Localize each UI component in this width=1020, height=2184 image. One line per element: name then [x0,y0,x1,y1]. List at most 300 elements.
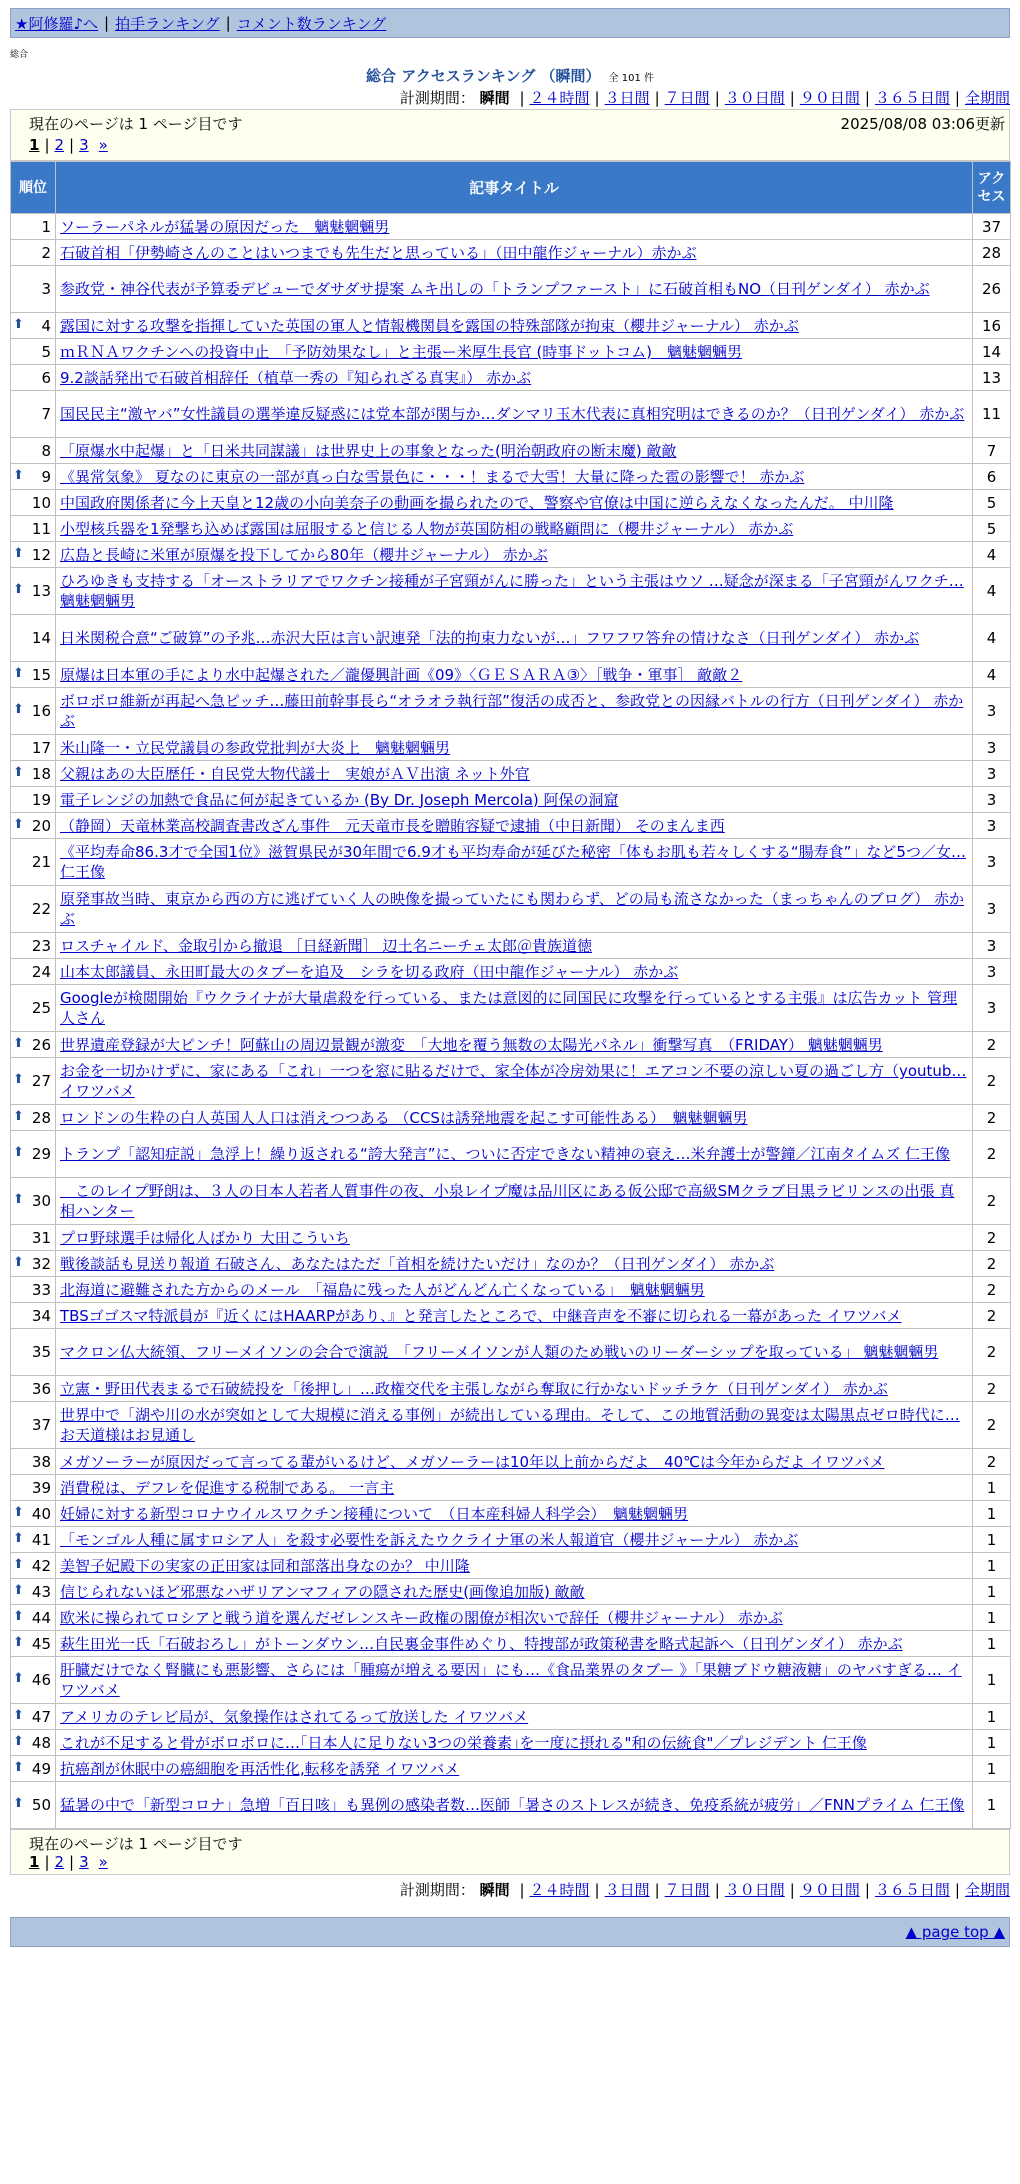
rank-cell [11,1058,56,1105]
rank-number: 43 [31,1582,51,1601]
access-count: 3 [973,787,1011,813]
title-cell [56,1631,973,1657]
table-row [11,1501,1011,1527]
article-title-link[interactable]: このレイプ野朗は、３人の日本人若者人質事件の夜、小泉レイプ魔は品川区にある仮公邸で高級SMクラブ目黒ラビリンスの出張 真相ハンター [60,1182,955,1220]
rank-number: 9 [41,467,51,486]
up-arrow-icon: ⬆ [13,545,24,561]
table-row [11,761,1011,787]
title-cell [56,1605,973,1631]
period-separator: | [789,89,795,107]
up-arrow-icon: ⬆ [13,665,24,681]
rank-cell [11,490,56,516]
rank-cell [11,1449,56,1475]
up-arrow-icon: ⬆ [13,1671,24,1686]
page-title [10,65,1010,87]
access-count: 3 [973,735,1011,761]
rank-cell [11,1553,56,1579]
access-count: 1 [973,1730,1011,1756]
table-row [11,1105,1011,1131]
rank-cell [11,1105,56,1131]
access-count: 2 [973,1277,1011,1303]
access-count: 1 [973,1605,1011,1631]
article-title-link[interactable]: 《平均寿命86.3才で全国1位》滋賀県民が30年間で6.9才も平均寿命が延びた秘密「体もお肌も若々しくする“腸寿食”」など5つ／女… 仁王像 [60,843,966,881]
rank-number: 25 [31,999,51,1017]
ranking-page [10,8,1010,1947]
table-row [11,688,1011,735]
article-title-link[interactable]: 石破首相「伊勢崎さんのことはいつまでも先生だと思っている」（田中龍作ジャーナル）赤かぶ [60,243,697,262]
nav-separator: | [104,14,110,32]
rank-cell [11,365,56,391]
rank-number: 31 [31,1228,51,1247]
period-link-5[interactable]: ３６５日間 [874,1881,950,1899]
article-title-link[interactable]: 露国に対する攻撃を指揮していた英国の軍人と情報機関員を露国の特殊部隊が拘束（櫻井ジャーナル） 赤かぶ [60,316,799,335]
period-label: 計測期間： [399,1881,475,1899]
rank-cell [11,886,56,933]
table-row [11,1251,1011,1277]
title-cell [56,813,973,839]
period-link-2[interactable]: ７日間 [664,89,710,107]
rank-cell [11,688,56,735]
up-arrow-icon: ⬆ [13,582,24,597]
up-arrow-icon: ⬆ [13,1072,24,1087]
title-cell [56,214,973,240]
access-count: 2 [973,1058,1011,1105]
rank-cell [11,339,56,365]
up-arrow-icon: ⬆ [13,1733,24,1749]
page-top-link[interactable]: ▲ page top ▲ [905,1923,1005,1941]
rank-number: 22 [31,900,51,918]
up-arrow-icon: ⬆ [13,1582,24,1598]
table-row [11,313,1011,339]
article-title-link[interactable]: 肝臓だけでなく腎臓にも悪影響、さらには「腫瘍が増える要因」にも…《食品業界のタブー 》「果糖ブドウ糖液糖」のヤバすぎる… イワツバメ [60,1661,962,1699]
period-selector-bottom [10,1879,1010,1901]
period-label: 計測期間： [399,89,475,107]
access-count: 1 [973,1527,1011,1553]
rank-number: 49 [31,1759,51,1778]
table-row [11,542,1011,568]
up-arrow-icon: ⬆ [13,1504,24,1520]
table-row [11,214,1011,240]
table-row [11,365,1011,391]
pager-link-0[interactable]: 2 [54,1853,65,1871]
rank-number: 5 [41,342,51,361]
table-row [11,1527,1011,1553]
article-title-link[interactable]: 立憲・野田代表まるで石破続投を「後押し」…政権交代を主張しながら奪取に行かないドッチラケ（日刊ゲンダイ） 赤かぶ [60,1379,888,1398]
title-cell [56,1225,973,1251]
period-link-0[interactable]: ２４時間 [529,89,590,107]
rank-cell [11,214,56,240]
table-row [11,1131,1011,1178]
article-title-link[interactable]: アメリカのテレビ局が、気象操作はされてるって放送した イワツバメ [60,1707,529,1726]
rank-number: 21 [31,853,51,871]
article-title-link[interactable]: 電子レンジの加熱で食品に何が起きているか (By Dr. Joseph Mercola) 阿保の洞窟 [60,790,619,809]
access-count: 13 [973,365,1011,391]
article-title-link[interactable]: プロ野球選手は帰化人ばかり 大田こういち [60,1228,350,1247]
table-row [11,1402,1011,1449]
article-title-link[interactable]: 欧米に操られてロシアと戦う道を選んだゼレンスキー政権の閣僚が相次いで辞任（櫻井ジャーナル） 赤かぶ [60,1608,783,1627]
access-count: 1 [973,1631,1011,1657]
access-count: 6 [973,464,1011,490]
table-row [11,339,1011,365]
access-count: 5 [973,490,1011,516]
article-title-link[interactable]: ロンドンの生粋の白人英国人人口は消えつつある （CCSは誘発地震を起こす可能性ある） 魑魅魍魎男 [60,1108,748,1127]
up-arrow-icon: ⬆ [13,1707,24,1723]
title-cell [56,438,973,464]
article-title-link[interactable]: 抗癌剤が休眠中の癌細胞を再活性化,転移を誘発 イワツバメ [60,1759,460,1778]
title-cell [56,266,973,313]
article-title-link[interactable]: 世界遺産登録が大ピンチ！阿蘇山の周辺景観が激変 「大地を覆う無数の太陽光パネル」衝撃写真 （FRIDAY） 魑魅魍魎男 [60,1035,883,1054]
article-title-link[interactable]: 小型核兵器を1発撃ち込めば露国は屈服すると信じる人物が英国防相の戦略顧問に（櫻井ジャーナル） 赤かぶ [60,519,794,538]
rank-number: 42 [31,1556,51,1575]
access-count: 1 [973,1782,1011,1829]
table-row [11,787,1011,813]
rank-number: 10 [31,493,51,512]
title-cell [56,735,973,761]
article-title-link[interactable]: お金を一切かけずに、家にある「これ」一つを窓に貼るだけで、家全体が冷房効果に！エアコン不要の涼しい夏の過ごし方（youtub… イワツバメ [60,1062,967,1100]
table-row [11,464,1011,490]
title-cell [56,761,973,787]
access-count: 3 [973,985,1011,1032]
access-count: 1 [973,1475,1011,1501]
access-count: 3 [973,813,1011,839]
title-cell [56,1553,973,1579]
article-title-link[interactable]: 戦後談話も見送り報道 石破さん、あなたはただ「首相を続けたいだけ」なのか？（日刊ゲンダイ） 赤かぶ [60,1254,775,1273]
rank-number: 4 [41,316,51,335]
rank-cell [11,1225,56,1251]
access-count: 3 [973,933,1011,959]
access-count: 14 [973,339,1011,365]
rank-number: 30 [31,1192,51,1210]
rank-cell [11,1178,56,1225]
up-arrow-icon: ⬆ [13,467,24,483]
rank-number: 2 [41,243,51,262]
period-separator: | [594,89,600,107]
pager-link-1[interactable]: 3 [79,1853,89,1871]
rank-cell [11,1402,56,1449]
table-row [11,1631,1011,1657]
table-row [11,438,1011,464]
period-link-2[interactable]: ７日間 [664,1881,710,1899]
footer-bar [10,1917,1010,1947]
access-count: 3 [973,688,1011,735]
article-title-link[interactable]: 「原爆水中起爆」と「日米共同謀議」は世界史上の事象となった(明治朝政府の断末魔) 敵敵 [60,441,677,460]
header-rank: 順位 [11,162,56,214]
pager-link-2[interactable]: » [98,1853,108,1871]
rank-cell [11,1277,56,1303]
up-arrow-icon: ⬆ [13,764,24,780]
access-count: 4 [973,568,1011,615]
period-separator: | [594,1881,600,1899]
up-arrow-icon: ⬆ [13,1108,24,1124]
rank-cell [11,662,56,688]
rank-number: 24 [31,962,51,981]
article-title-link[interactable]: ソーラーパネルが猛暑の原因だった 魑魅魍魎男 [60,217,390,236]
article-title-link[interactable]: 山本太郎議員、永田町最大のタブーを追及 シラを切る政府（田中龍作ジャーナル） 赤かぶ [60,962,679,981]
ranking-table-body [11,214,1011,1829]
article-title-link[interactable]: トランプ「認知症説」急浮上！繰り返される“誇大発言”に、ついに否定できない精神の衰え…米弁護士が警鐘／江南タイムズ 仁王像 [60,1145,951,1163]
period-link-6[interactable]: 全期間 [964,89,1010,107]
rank-cell [11,615,56,662]
rank-number: 33 [31,1280,51,1299]
title-cell [56,1277,973,1303]
title-cell [56,959,973,985]
period-link-1[interactable]: ３日間 [604,89,650,107]
pager-current: 1 [29,136,40,154]
article-title-link[interactable]: Googleが検閲開始『ウクライナが大量虐殺を行っている、または意図的に同国民に攻撃を行っているとする主張』は広告カット 管理人さん [60,989,958,1027]
rank-number: 50 [31,1796,51,1814]
up-arrow-icon: ⬆ [13,816,24,832]
article-title-link[interactable]: （静岡）天竜林業高校調査書改ざん事件 元天竜市長を贈賄容疑で逮捕（中日新聞） そのまんま西 [60,816,725,835]
article-title-link[interactable]: 妊婦に対する新型コロナウイルスワクチン接種について （日本産科婦人科学会） 魑魅魍魎男 [60,1504,689,1523]
up-arrow-icon: ⬆ [13,1254,24,1270]
pager-link-2[interactable]: » [98,136,108,154]
rank-number: 11 [31,519,51,538]
title-cell [56,886,973,933]
article-title-link[interactable]: ひろゆきも支持する「オーストラリアでワクチン接種が子宮頸がんに勝った」という主張はウソ …疑念が深まる「子宮頸がんワクチ… 魑魅魍魎男 [60,572,964,610]
access-count: 3 [973,886,1011,933]
page-info-bottom [10,1829,1010,1875]
up-arrow-icon: ⬆ [13,1608,24,1624]
access-count: 2 [973,1131,1011,1178]
article-title-link[interactable]: 国民民主“激ヤバ”女性議員の選挙違反疑惑には党本部が関与か…ダンマリ玉木代表に真相究明はできるのか？（日刊ゲンダイ） 赤かぶ [60,405,965,423]
title-cell [56,1704,973,1730]
rank-number: 20 [31,816,51,835]
up-arrow-icon: ⬆ [13,1530,24,1546]
article-title-link[interactable]: 米山隆一・立民党議員の参政党批判が大炎上 魑魅魍魎男 [60,738,451,757]
pager-separator: | [69,136,75,154]
article-title-link[interactable]: 原爆は日本軍の手により水中起爆された／瀧優興計画《09》〈ＧＥＳＡＲＡ③〉［戦争・軍事］ 敵敵２ [60,665,743,684]
table-row [11,1553,1011,1579]
rank-cell [11,1782,56,1829]
article-title-link[interactable]: 9.2談話発出で石破首相辞任（植草一秀の『知られざる真実』） 赤かぶ [60,368,532,387]
title-cell [56,839,973,886]
period-separator: | [654,89,660,107]
rank-cell [11,1631,56,1657]
rank-number: 1 [41,217,51,236]
rank-number: 48 [31,1733,51,1752]
access-count: 37 [973,214,1011,240]
period-link-3[interactable]: ３０日間 [724,89,785,107]
table-row [11,662,1011,688]
rank-number: 41 [31,1530,51,1549]
title-cell [56,662,973,688]
access-count: 1 [973,1657,1011,1704]
updated-timestamp: 2025/08/08 03:06更新 [840,115,1005,133]
rank-number: 8 [41,441,51,460]
current-page-text-bottom: 現在のページは 1 ページ目です [29,1835,243,1853]
period-link-0[interactable]: ２４時間 [529,1881,590,1899]
rank-number: 47 [31,1707,51,1726]
table-row [11,1605,1011,1631]
table-row [11,813,1011,839]
period-link-5[interactable]: ３６５日間 [874,89,950,107]
rank-number: 28 [31,1108,51,1127]
article-title-link[interactable]: 猛暑の中で「新型コロナ」急増「百日咳」も異例の感染者数…医師「暑さのストレスが続き、免疫系統が疲労」／FNNプライム 仁王像 [60,1796,965,1814]
article-title-link[interactable]: 北海道に避難された方からのメール 「福島に残った人がどんどん亡くなっている」 魑魅魍魎男 [60,1280,705,1299]
article-title-link[interactable]: ロスチャイルド、金取引から撤退 ［日経新聞］ 辺土名ニーチェ太郎＠貴族道徳 [60,936,592,955]
title-cell [56,1329,973,1376]
rank-number: 34 [31,1306,51,1325]
page-title-text: 総合 アクセスランキング （瞬間） [366,67,601,85]
rank-cell [11,1605,56,1631]
pager-link-1[interactable]: 3 [79,136,89,154]
rank-cell [11,1303,56,1329]
up-arrow-icon: ⬆ [13,1145,24,1160]
article-title-link[interactable]: ボロボロ維新が再起へ急ピッチ…藤田前幹事長ら“オラオラ執行部”復活の成否と、参政党との因縁バトルの行方（日刊ゲンダイ） 赤かぶ [60,692,964,730]
article-title-link[interactable]: 広島と長崎に米軍が原爆を投下してから80年（櫻井ジャーナル） 赤かぶ [60,545,548,564]
period-link-1[interactable]: ３日間 [604,1881,650,1899]
pager-separator: | [44,1853,50,1871]
access-count: 1 [973,1756,1011,1782]
header-title: 記事タイトル [56,162,973,214]
table-row [11,1782,1011,1829]
table-row [11,266,1011,313]
table-row [11,933,1011,959]
rank-cell [11,933,56,959]
rank-cell [11,516,56,542]
title-cell [56,1501,973,1527]
article-title-link[interactable]: 「モンゴル人種に属すロシア人」を殺す必要性を訴えたウクライナ軍の米人報道官（櫻井ジャーナル） 赤かぶ [60,1530,799,1549]
rank-cell [11,240,56,266]
table-row [11,490,1011,516]
ranking-table [10,161,1011,1829]
article-title-link[interactable]: メガソーラーが原因だって言ってる輩がいるけど、メガソーラーは10年以上前からだよ 40℃は今年からだよ イワツバメ [60,1452,885,1471]
period-selector-top [10,87,1010,109]
up-arrow-icon: ⬆ [13,1634,24,1650]
rank-cell [11,1657,56,1704]
period-link-4[interactable]: ９０日間 [799,1881,860,1899]
top-nav-bar [10,8,1010,38]
period-separator: | [954,89,960,107]
rank-number: 23 [31,936,51,955]
period-link-3[interactable]: ３０日間 [724,1881,785,1899]
title-cell [56,313,973,339]
nav-link-asyura[interactable]: ★阿修羅♪へ [15,14,99,33]
rank-number: 39 [31,1478,51,1497]
rank-cell [11,813,56,839]
title-cell [56,1579,973,1605]
table-row [11,839,1011,886]
pager-current: 1 [29,1853,40,1871]
rank-cell [11,1131,56,1178]
rank-number: 12 [31,545,51,564]
rank-cell [11,787,56,813]
title-cell [56,688,973,735]
article-title-link[interactable]: マクロン仏大統領、フリーメイソンの会合で演説 「フリーメイソンが人類のため戦いのリーダーシップを取っている」 魑魅魍魎男 [60,1343,939,1361]
pager-separator: | [69,1853,75,1871]
period-link-6[interactable]: 全期間 [964,1881,1010,1899]
nav-separator: | [225,14,231,32]
rank-cell [11,1032,56,1058]
access-count: 3 [973,839,1011,886]
nav-link-applause-ranking[interactable]: 拍手ランキング [115,14,220,33]
rank-cell [11,391,56,438]
rank-cell [11,1730,56,1756]
up-arrow-icon: ⬆ [13,1759,24,1775]
title-cell [56,464,973,490]
article-title-link[interactable]: これが不足すると骨がボロボロに…｢日本人に足りない3つの栄養素｣を一度に摂れる"和の伝統食"／プレジデント 仁王像 [60,1733,867,1752]
rank-cell [11,1756,56,1782]
rank-number: 37 [31,1416,51,1434]
table-row [11,886,1011,933]
rank-cell [11,1251,56,1277]
rank-cell [11,959,56,985]
article-title-link[interactable]: 参政党・神谷代表が予算委デビューでダサダサ提案 ムキ出しの「トランプファースト」に石破首相もNO（日刊ゲンダイ） 赤かぶ [60,280,930,298]
article-title-link[interactable]: ｍＲＮＡワクチンへの投資中止 「予防効果なし」と主張ー米厚生長官 (時事ドットコム) 魑魅魍魎男 [60,342,743,361]
access-count: 4 [973,542,1011,568]
article-title-link[interactable]: 消費税は、デフレを促進する税制である。 一言主 [60,1478,395,1497]
table-row [11,1449,1011,1475]
rank-number: 3 [41,280,51,298]
table-row [11,1730,1011,1756]
up-arrow-icon: ⬆ [13,1796,24,1811]
period-separator: | [864,1881,870,1899]
rank-cell [11,1704,56,1730]
table-row [11,1376,1011,1402]
pager-separator: | [44,136,50,154]
rank-number: 44 [31,1608,51,1627]
period-separator: | [864,89,870,107]
table-row [11,615,1011,662]
article-title-link[interactable]: 世界中で「湖や川の水が突如として大規模に消える事例」が続出している理由。そして、この地質活動の異変は太陽黒点ゼロ時代に… お天道様はお見通し [60,1406,960,1444]
period-separator: | [654,1881,660,1899]
rank-number: 26 [31,1035,51,1054]
article-title-link[interactable]: 信じられないほど邪悪なハザリアンマフィアの隠された歴史(画像追加版) 敵敵 [60,1582,585,1601]
rank-cell [11,761,56,787]
rank-number: 16 [31,702,51,720]
table-row [11,735,1011,761]
nav-link-comment-ranking[interactable]: コメント数ランキング [236,14,387,33]
access-count: 26 [973,266,1011,313]
title-cell [56,787,973,813]
rank-cell [11,438,56,464]
access-count: 28 [973,240,1011,266]
title-cell [56,240,973,266]
article-title-link[interactable]: 日米関税合意“ご破算”の予兆…赤沢大臣は言い訳連発「法的拘束力ないが…」フワフワ答弁の情けなさ（日刊ゲンダイ） 赤かぶ [60,629,920,647]
rank-number: 27 [31,1072,51,1090]
article-title-link[interactable]: 中国政府関係者に今上天皇と12歳の小向美奈子の動画を撮られたので、警察や官僚は中国に逆らえなくなったんだ。 中川隆 [60,493,894,512]
rank-cell [11,1501,56,1527]
table-row [11,1303,1011,1329]
title-cell [56,1376,973,1402]
rank-number: 32 [31,1254,51,1273]
access-count: 1 [973,1553,1011,1579]
article-title-link[interactable]: TBSゴゴスマ特派員が『近くにはHAARPがあり、』と発言したところで、中継音声を不審に切られる一幕があった イワツバメ [60,1306,902,1325]
article-title-link[interactable]: 美智子妃殿下の実家の正田家は同和部落出身なのか？ 中川隆 [60,1556,470,1575]
up-arrow-icon: ⬆ [13,702,24,717]
table-row [11,1225,1011,1251]
rank-number: 29 [31,1145,51,1163]
table-row [11,1657,1011,1704]
rank-number: 18 [31,764,51,783]
article-title-link[interactable]: 父親はあの大臣歴任・自民党大物代議士 実娘がＡＶ出演 ネット外官 [60,764,530,783]
pager-bottom [29,1853,108,1871]
article-title-link[interactable]: 《異常気象》 夏なのに東京の一部が真っ白な雪景色に・・・！まるで大雪！大量に降った雹の影響で！ 赤かぶ [60,467,805,486]
title-cell [56,391,973,438]
title-cell [56,1178,973,1225]
table-row [11,1704,1011,1730]
rank-cell [11,266,56,313]
rank-cell [11,1329,56,1376]
article-title-link[interactable]: 萩生田光一氏「石破おろし」がトーンダウン…自民裏金事件めぐり、特捜部が政策秘書を略式起訴へ（日刊ゲンダイ） 赤かぶ [60,1634,903,1653]
article-title-link[interactable]: 原発事故当時、東京から西の方に逃げていく人の映像を撮っていたにも関わらず、どの局も流さなかった（まっちゃんのブログ） 赤かぶ [60,890,965,928]
title-cell [56,542,973,568]
up-arrow-icon: ⬆ [13,316,24,332]
rank-cell [11,985,56,1032]
pager-link-0[interactable]: 2 [54,136,65,154]
rank-cell [11,313,56,339]
period-link-4[interactable]: ９０日間 [799,89,860,107]
